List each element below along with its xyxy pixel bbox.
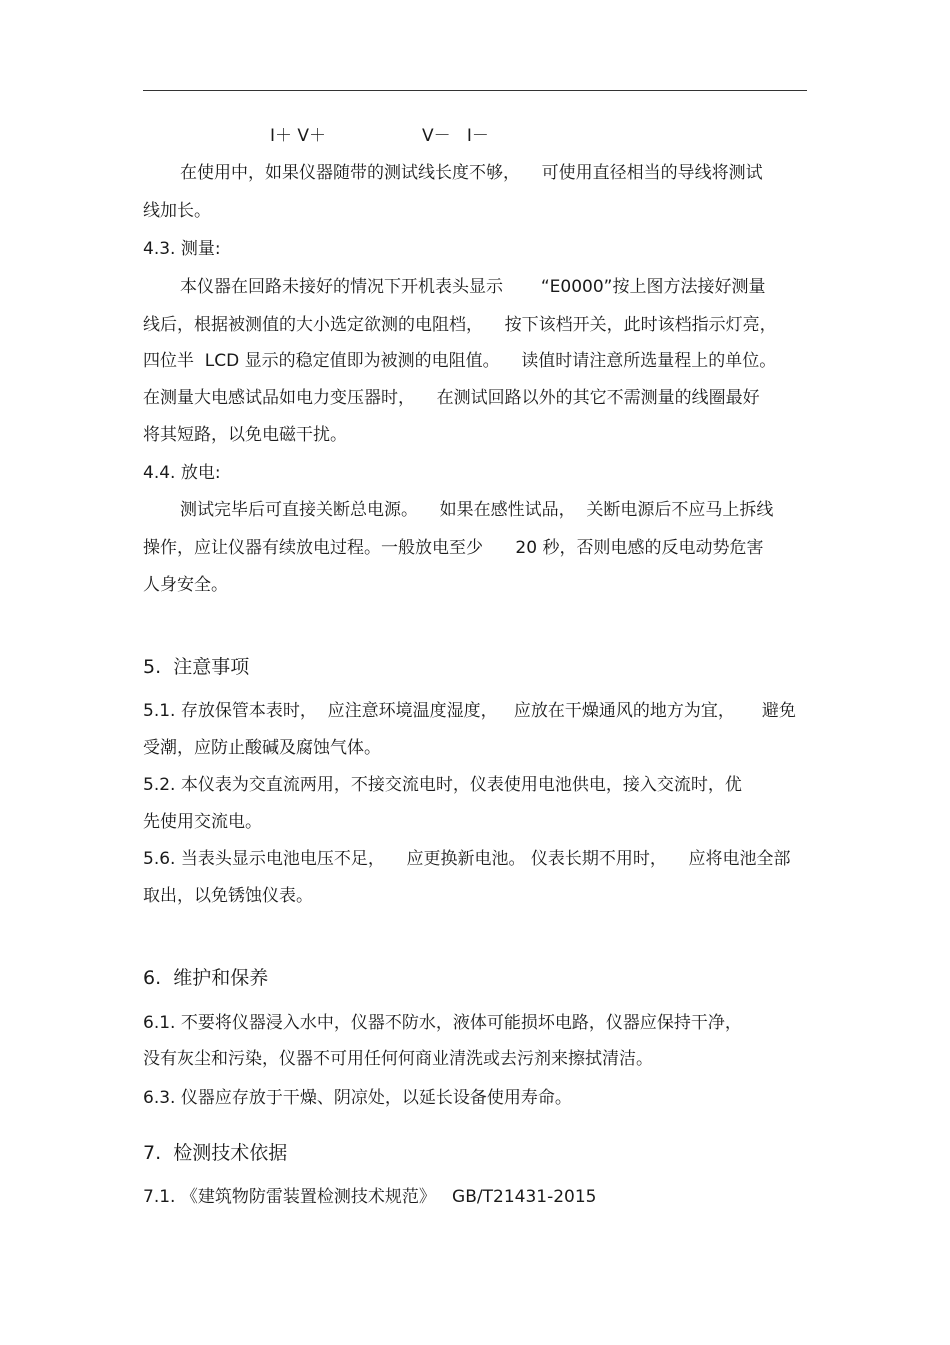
paragraph-line: 操作，应让仪器有续放电过程。一般放电至少 20 秒，否则电感的反电动势危害 xyxy=(143,538,764,558)
list-item-5-2-cont: 先使用交流电。 xyxy=(143,812,262,832)
section-heading-4-3: 4.3. 测量: xyxy=(143,239,221,259)
paragraph-line: 线加长。 xyxy=(143,201,211,221)
list-item-5-6-cont: 取出，以免锈蚀仪表。 xyxy=(143,886,313,906)
paragraph-line: 人身安全。 xyxy=(143,575,228,595)
paragraph-line: 测试完毕后可直接关断总电源。 如果在感性试品， 关断电源后不应马上拆线 xyxy=(180,500,774,520)
paragraph-line: 将其短路，以免电磁干扰。 xyxy=(143,425,347,445)
list-item-7-1: 7.1. 《建筑物防雷装置检测技术规范》 GB/T21431-2015 xyxy=(143,1187,597,1207)
list-item-5-6: 5.6. 当表头显示电池电压不足， 应更换新电池。 仪表长期不用时， 应将电池全部 xyxy=(143,849,791,869)
paragraph-line: 在测量大电感试品如电力变压器时， 在测试回路以外的其它不需测量的线圈最好 xyxy=(143,388,760,408)
list-item-6-3: 6.3. 仪器应存放于干燥、阴凉处，以延长设备使用寿命。 xyxy=(143,1088,572,1108)
paragraph-line: 线后，根据被测值的大小选定欲测的电阻档， 按下该档开关，此时该档指示灯亮， xyxy=(143,315,777,335)
section-heading-5: 5. 注意事项 xyxy=(143,656,250,678)
list-item-5-2: 5.2. 本仪表为交直流两用，不接交流电时，仪表使用电池供电，接入交流时，优 xyxy=(143,775,742,795)
paragraph-line: 在使用中，如果仪器随带的测试线长度不够， 可使用直径相当的导线将测试 xyxy=(180,163,763,183)
section-heading-7: 7. 检测技术依据 xyxy=(143,1142,288,1164)
terminal-labels-right: V－ I－ xyxy=(422,126,489,146)
list-item-6-1: 6.1. 不要将仪器浸入水中，仪器不防水，液体可能损坏电路，仪器应保持干净， xyxy=(143,1013,742,1033)
list-item-6-1-cont: 没有灰尘和污染，仪器不可用任何何商业清洗或去污剂来擦拭清洁。 xyxy=(143,1049,653,1069)
list-item-5-1-cont: 受潮，应防止酸碱及腐蚀气体。 xyxy=(143,738,381,758)
list-item-5-1: 5.1. 存放保管本表时， 应注意环境温度湿度， 应放在干燥通风的地方为宜， 避免 xyxy=(143,701,796,721)
paragraph-line: 本仪器在回路未接好的情况下开机表头显示 “E0000”按上图方法接好测量 xyxy=(180,277,766,297)
section-heading-4-4: 4.4. 放电: xyxy=(143,463,221,483)
header-rule xyxy=(143,90,807,91)
section-heading-6: 6. 维护和保养 xyxy=(143,967,269,989)
terminal-labels-left: I＋ V＋ xyxy=(270,126,327,146)
paragraph-line: 四位半 LCD 显示的稳定值即为被测的电阻值。 读值时请注意所选量程上的单位。 xyxy=(143,351,777,371)
